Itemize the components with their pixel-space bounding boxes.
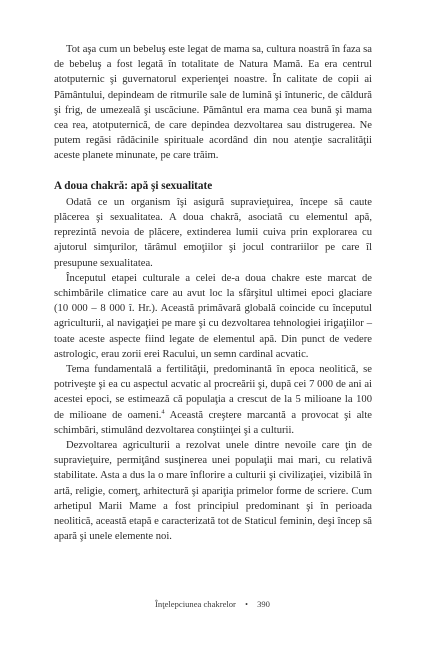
- section-heading: A doua chakră: apă şi sexualitate: [54, 179, 213, 192]
- paragraph-2: Odată ce un organism îşi asigură supravieţuirea, începe să caute plăcerea şi sexualitatea. A doua chakră, asociată cu elementul apă, reprezintă nevoia de plăcere, extinderea lumii cuiva prin explorarea cu ajutorul simţurilor, tărâmul emoţiilor şi jocul contrariilor pe care îl presupune sexualitatea.: [54, 196, 372, 269]
- page-footer: [0, 599, 425, 609]
- paragraph-4: [54, 362, 372, 438]
- footer-separator: •: [245, 600, 248, 609]
- paragraph-5: Dezvoltarea agriculturii a rezolvat unele dintre nevoile care ţin de supravieţuire, permiţând susţinerea unei populaţii mai mari, cu relativă stabilitate. Asta a dus la o mare înflorire a culturii şi civilizaţiei, vizibilă în artă, religie, comerţ, arhitectură şi apariţia primelor forme de scriere. Cum arhetipul Marii Mame a fost principiul predominant şi în perioada neolitică, această etapă e caracterizată tot de Staticul feminin, deşi încep să apară şi unele elemente noi.: [54, 440, 372, 543]
- page-body: [54, 42, 372, 545]
- running-title: Înţelepciunea chakrelor: [155, 599, 236, 609]
- footnote-marker: 4: [161, 408, 165, 416]
- paragraph-4-text-b: Această creştere marcantă a provocat şi alte schimbări, stimulând dezvoltarea conştiinţei şi a culturii.: [54, 409, 372, 436]
- paragraph-4-text-a: Tema fundamentală a fertilităţii, predominantă în epoca neolitică, se potriveşte şi ea cu aspectul acvatic al procreării şi, după cei 7 000 de ani ai acestei epoci, se estimează că populaţia a crescut de la 5 milioane la 100 de milioane de oameni.: [54, 364, 372, 421]
- page-number: 390: [257, 599, 270, 609]
- paragraph-3: Începutul etapei culturale a celei de-a doua chakre este marcat de schimbările climatice care au avut loc la sfârşitul ultimei epoci glaciare (10 000 – 8 000 î. Hr.). Această primăvară globală coincide cu începutul agriculturii, al navigaţiei pe mare şi cu dezvoltarea tehnologiei irigaţiilor – toate aceste aspecte fiind legate de elementul apă. Din punct de vedere astrologic, erau zorii erei Racului, un semn cardinal acvatic.: [54, 272, 372, 360]
- paragraph-1: Tot aşa cum un bebeluş este legat de mama sa, cultura noastră în faza sa de bebeluş a fost legată în totalitate de Natura Mamă. Ea era centrul atotputernic şi guvernatorul experienţei noastre. În calitate de copii ai Pământului, depindeam de ritmurile sale de lumină şi întuneric, de căldură şi frig, de umezeală şi uscăciune. Pământul era mama cea bună şi mama cea rea, atotputernică, de care depindea dezvoltarea sau distrugerea. Ne putem regăsi rădăcinile spirituale acordând din nou atenţie sacralităţii aceste planete minunate, pe care trăim.: [54, 44, 372, 162]
